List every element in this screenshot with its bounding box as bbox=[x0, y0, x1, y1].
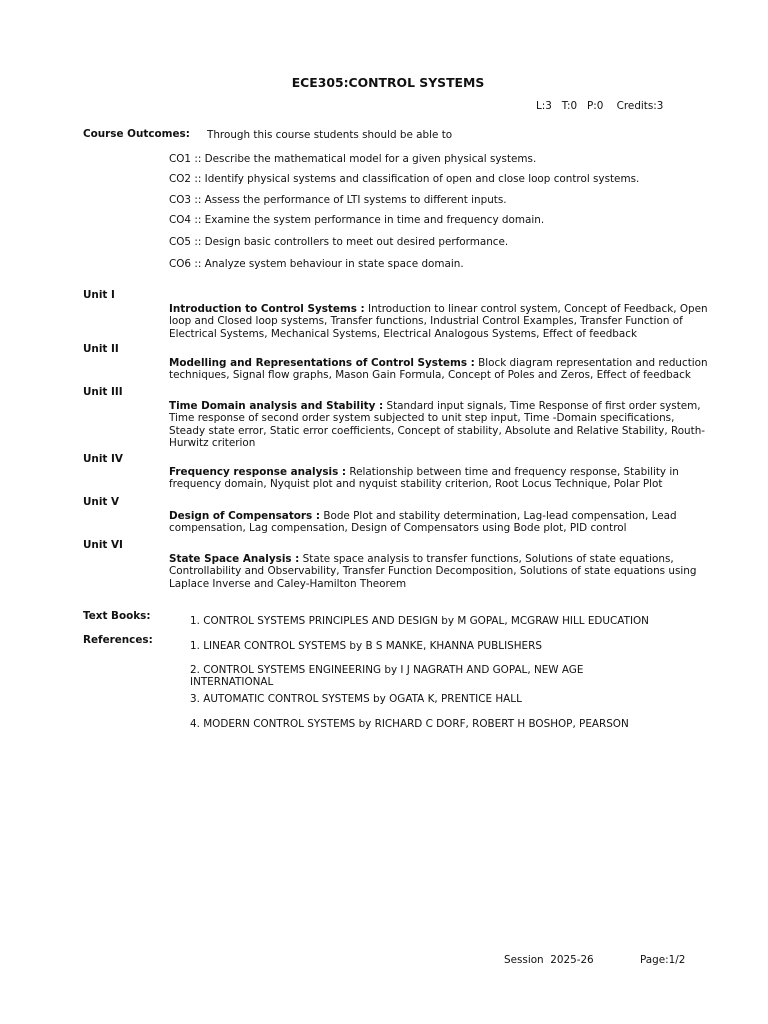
unit-body: Bode Plot and stability determination, Lag-lead compensation, Lead compensation, Lag compensation, Design of Compensators using Bode plot, PID control bbox=[169, 510, 677, 535]
unit-heading: State Space Analysis : bbox=[169, 553, 300, 565]
course-outcome-3: CO3 :: Assess the performance of LTI systems to different inputs. bbox=[169, 194, 507, 206]
course-outcome-6: CO6 :: Analyze system behaviour in state space domain. bbox=[169, 258, 464, 270]
text-book-item: 1. CONTROL SYSTEMS PRINCIPLES AND DESIGN by M GOPAL, MCGRAW HILL EDUCATION bbox=[190, 615, 649, 627]
unit-label: Unit IV bbox=[83, 453, 123, 465]
page-title: ECE305:CONTROL SYSTEMS bbox=[291, 75, 485, 90]
page-number: Page:1/2 bbox=[640, 954, 686, 966]
credits-line: L:3 T:0 P:0 Credits:3 bbox=[536, 100, 664, 112]
unit-description bbox=[169, 553, 709, 590]
course-outcome-4: CO4 :: Examine the system performance in time and frequency domain. bbox=[169, 214, 545, 226]
course-outcomes-intro: Through this course students should be able to bbox=[207, 129, 453, 141]
unit-label: Unit V bbox=[83, 496, 120, 508]
unit-description bbox=[169, 303, 709, 340]
course-outcome-1: CO1 :: Describe the mathematical model for a given physical systems. bbox=[169, 153, 537, 165]
unit-description bbox=[169, 466, 709, 491]
reference-item: 1. LINEAR CONTROL SYSTEMS by B S MANKE, KHANNA PUBLISHERS bbox=[190, 640, 542, 652]
course-outcomes-label: Course Outcomes: bbox=[83, 128, 190, 140]
unit-heading: Modelling and Representations of Control Systems : bbox=[169, 357, 475, 369]
unit-description bbox=[169, 357, 709, 382]
text-books-label: Text Books: bbox=[83, 610, 151, 622]
reference-item: 3. AUTOMATIC CONTROL SYSTEMS by OGATA K, PRENTICE HALL bbox=[190, 693, 522, 705]
references-label: References: bbox=[83, 634, 153, 646]
unit-label: Unit III bbox=[83, 386, 123, 398]
unit-body: Block diagram representation and reduction techniques, Signal flow graphs, Mason Gain Formula, Concept of Poles and Zeros, Effect of feedback bbox=[169, 357, 708, 382]
reference-item: 2. CONTROL SYSTEMS ENGINEERING by I J NAGRATH AND GOPAL, NEW AGE INTERNATIONAL bbox=[190, 664, 584, 689]
unit-label: Unit VI bbox=[83, 539, 123, 551]
unit-heading: Frequency response analysis : bbox=[169, 466, 347, 478]
unit-label: Unit II bbox=[83, 343, 119, 355]
unit-heading: Introduction to Control Systems : bbox=[169, 303, 365, 315]
course-outcome-2: CO2 :: Identify physical systems and classification of open and close loop control systems. bbox=[169, 173, 640, 185]
session-label: Session 2025-26 bbox=[504, 954, 594, 966]
unit-description bbox=[169, 400, 709, 450]
unit-description bbox=[169, 510, 709, 535]
unit-label: Unit I bbox=[83, 289, 115, 301]
unit-body: Introduction to linear control system, Concept of Feedback, Open loop and Closed loop systems, Transfer functions, Industrial Control Examples, Transfer Function of Electrical Systems, Mechanical Systems, Electrical Analogous Systems, Effect of feedback bbox=[169, 303, 708, 340]
unit-body: Relationship between time and frequency response, Stability in frequency domain, Nyquist plot and nyquist stability criterion, Root Locus Technique, Polar Plot bbox=[169, 466, 679, 491]
unit-body: State space analysis to transfer functions, Solutions of state equations, Controllability and Observability, Transfer Function Decomposition, Solutions of state equations using Laplace Inverse and Caley-Hamilton Theorem bbox=[169, 553, 697, 590]
unit-body: Standard input signals, Time Response of first order system, Time response of second order system subjected to unit step input, Time -Domain specifications, Steady state error, Static error coefficients, Concept of stability, Absolute and Relative Stability, Routh-Hurwitz criterion bbox=[169, 400, 706, 450]
reference-item: 4. MODERN CONTROL SYSTEMS by RICHARD C DORF, ROBERT H BOSHOP, PEARSON bbox=[190, 718, 629, 730]
unit-heading: Design of Compensators : bbox=[169, 510, 321, 522]
course-outcome-5: CO5 :: Design basic controllers to meet out desired performance. bbox=[169, 236, 509, 248]
unit-heading: Time Domain analysis and Stability : bbox=[169, 400, 384, 412]
